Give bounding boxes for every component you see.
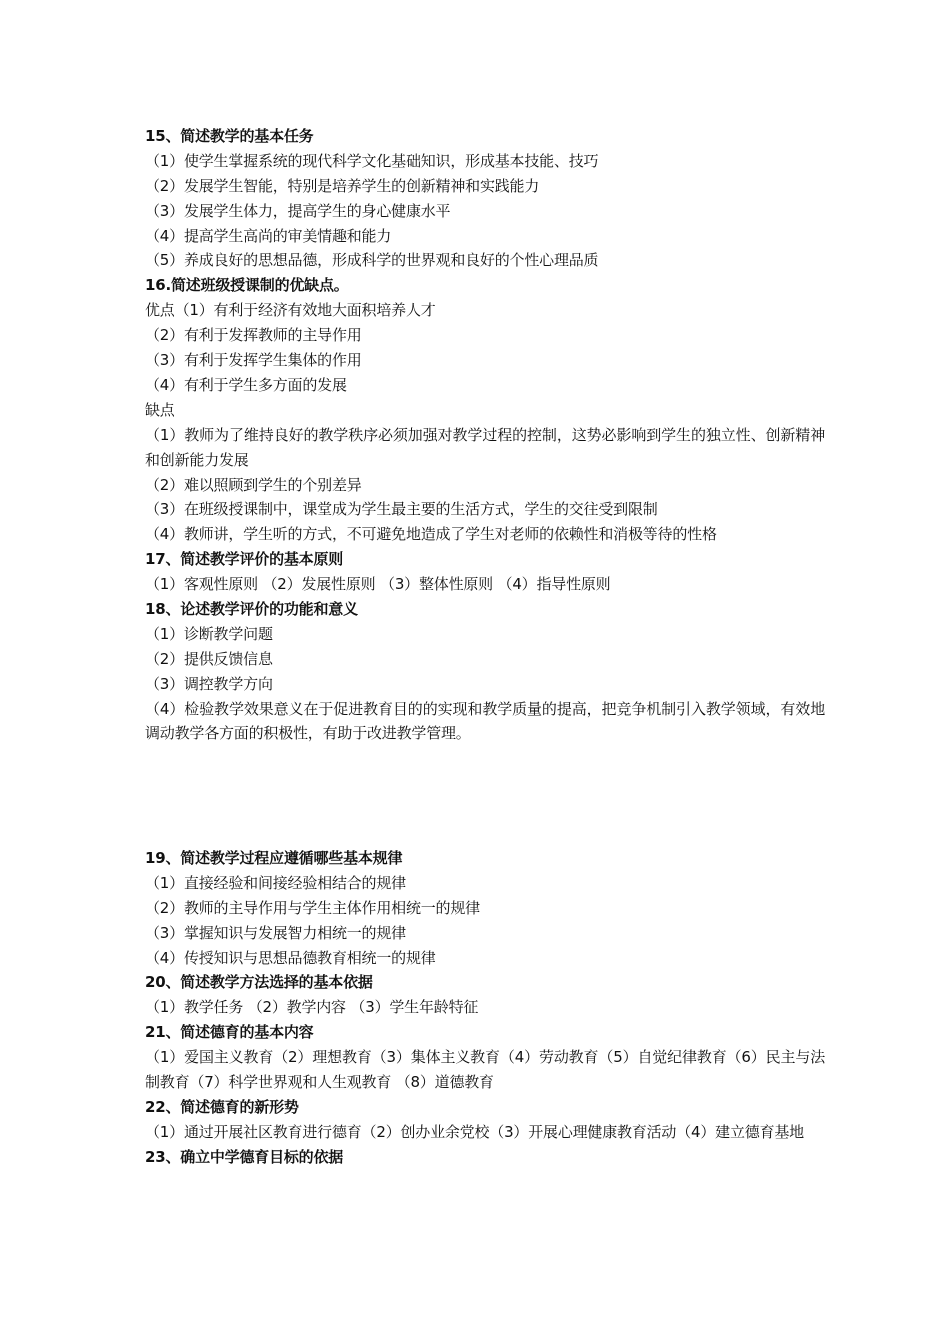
answer-line: （4）提高学生高尚的审美情趣和能力 [145,226,392,245]
answer-line: （4）教师讲，学生听的方式，不可避免地造成了学生对老师的依赖性和消极等待的性格 [145,525,717,544]
answer-line: （2）教师的主导作用与学生主体作用相统一的规律 [145,898,480,917]
answer-line: （1）爱国主义教育（2）理想教育（3）集体主义教育（4）劳动教育（5）自觉纪律教育（6）民主与法制教育（7）科学世界观和人生观教育 （8）道德教育 [145,1048,825,1092]
answer-line: 缺点 [145,400,175,419]
question-heading: 21、简述德育的基本内容 [145,1023,314,1042]
answer-line: （1）通过开展社区教育进行德育（2）创办业余党校（3）开展心理健康教育活动（4）建立德育基地 [145,1122,804,1141]
answer-line: （4）传授知识与思想品德教育相统一的规律 [145,948,436,967]
answer-line: 优点（1）有利于经济有效地大面积培养人才 [145,301,436,320]
answer-line: （3）调控教学方向 [145,674,273,693]
question-heading: 22、简述德育的新形势 [145,1097,299,1116]
answer-line: （1）诊断教学问题 [145,624,273,643]
question-heading: 23、确立中学德育目标的依据 [145,1147,344,1166]
question-heading: 16.简述班级授课制的优缺点。 [145,276,349,295]
answer-line: （1）客观性原则 （2）发展性原则 （3）整体性原则 （4）指导性原则 [145,575,611,594]
answer-line: （3）有利于发挥学生集体的作用 [145,351,362,370]
answer-line: （1）教师为了维持良好的教学秩序必须加强对教学过程的控制，这势必影响到学生的独立性、创新精神和创新能力发展 [145,425,825,469]
answer-line: （3）发展学生体力，提高学生的身心健康水平 [145,201,451,220]
question-heading: 19、简述教学过程应遵循哪些基本规律 [145,849,403,867]
answer-line: （2）提供反馈信息 [145,649,273,668]
question-heading: 17、简述教学评价的基本原则 [145,550,344,569]
question-heading: 20、简述教学方法选择的基本依据 [145,973,373,992]
section-teaching-tasks-to-evaluation [145,124,825,746]
answer-line: （5）养成良好的思想品德，形成科学的世界观和良好的个性心理品质 [145,251,599,270]
answer-line: （4）检验教学效果意义在于促进教育目的的实现和教学质量的提高，把竞争机制引入教学领域，有效地调动教学各方面的积极性，有助于改进教学管理。 [145,699,825,743]
answer-line: （4）有利于学生多方面的发展 [145,375,347,394]
answer-line: （1）使学生掌握系统的现代科学文化基础知识，形成基本技能、技巧 [145,151,599,170]
answer-line: （3）在班级授课制中，课堂成为学生最主要的生活方式，学生的交往受到限制 [145,500,658,519]
answer-line: （2）发展学生智能，特别是培养学生的创新精神和实践能力 [145,176,540,195]
answer-line: （2）有利于发挥教师的主导作用 [145,326,362,345]
answer-line: （1）直接经验和间接经验相结合的规律 [145,873,406,892]
answer-line: （1）教学任务 （2）教学内容 （3）学生年龄特征 [145,998,479,1017]
answer-line: （2）难以照顾到学生的个别差异 [145,475,362,494]
answer-line: （3）掌握知识与发展智力相统一的规律 [145,923,406,942]
section-teaching-laws-to-moral-education [145,846,825,1170]
question-heading: 15、简述教学的基本任务 [145,127,314,145]
question-heading: 18、论述教学评价的功能和意义 [145,599,358,618]
